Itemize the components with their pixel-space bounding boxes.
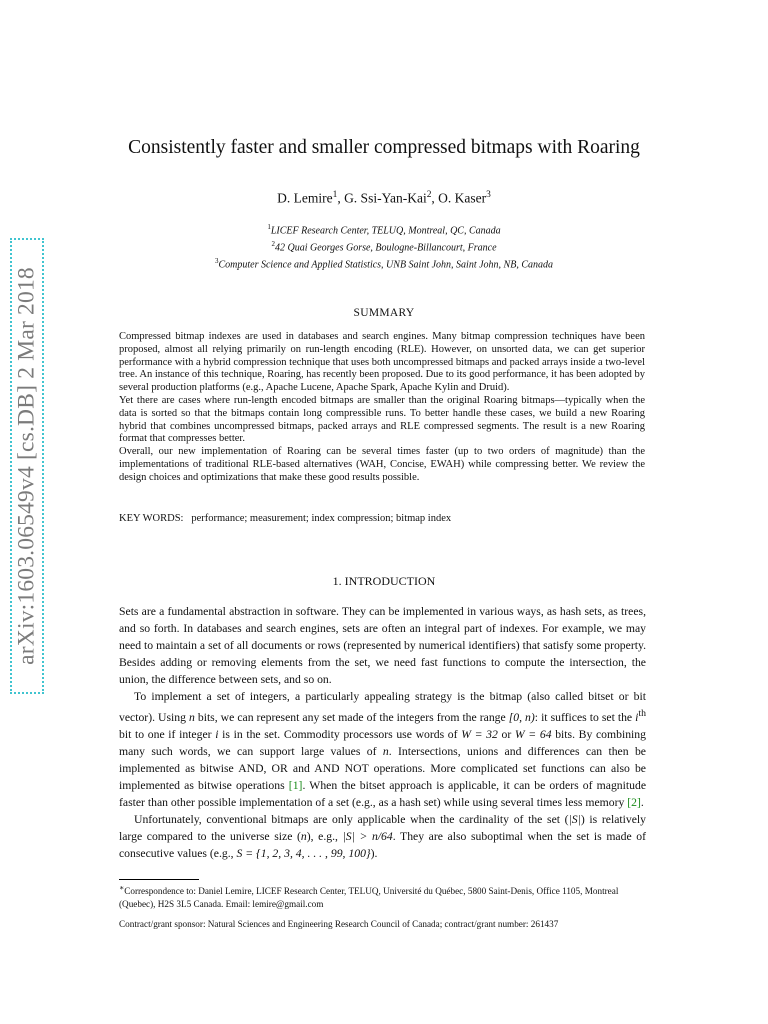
summary-heading: SUMMARY [353, 307, 415, 319]
keywords-label: KEY WORDS: [119, 513, 184, 524]
affiliation-text: LICEF Research Center, TELUQ, Montreal, QC, Canada [270, 225, 501, 237]
footnote-divider [119, 879, 199, 880]
math-inline: W = 64 [514, 727, 552, 741]
affiliation-mark: 1 [267, 223, 271, 231]
affiliation [0, 238, 768, 255]
paper-title: Consistently faster and smaller compressed bitmaps with Roaring [128, 137, 640, 158]
correspondence-footnote [119, 882, 646, 910]
author-affiliation-mark: 3 [486, 190, 491, 200]
citation-link[interactable]: [1] [288, 778, 303, 792]
author-list: D. Lemire$^1$, G. Ssi-Yan-Kai$^2$, O. Kaser$^3$ [277, 190, 491, 206]
grant-sponsor-note: Contract/grant sponsor: Natural Sciences and Engineering Research Council of Canada; contract/grant number: 261437 [119, 919, 559, 929]
math-inline: i [215, 727, 219, 741]
intro-paragraph: Sets are a fundamental abstraction in software. They can be implemented in various ways, as hash sets, as trees, and so forth. In databases and search engines, sets are often an integral part of indexes. For example, we may need to maintain a set of all documents or rows (represented by numerical identifiers) that satisfy some property. Besides adding or removing elements from the set, we need fast functions to compute the intersection, the union, the difference between sets, and so on. [119, 605, 646, 686]
affiliation-text: 42 Quai Georges Gorse, Boulogne-Billancourt, France [274, 242, 497, 254]
affiliation [0, 221, 768, 238]
intro-paragraph: To implement a set of integers, a particularly appealing strategy is the bitmap (also called bitset or bit vector). Using n bits, we can represent any set made of the integers from the range [0, n): it suffices to set the $i^{th}$ bit to one if integer i is in the set. Commodity processors use words of W = 32 or W = 64 bits. By combining many such words, we can support large values of n. Intersections, unions and differences can then be implemented as bitwise AND, OR and AND NOT operations. More complicated set functions can also be implemented as bitwise operations [1]. When the bitset approach is applicable, it can be orders of magnitude faster than other possible implementation of a set (e.g., as a hash set) while using several times less memory [2]. [119, 690, 647, 809]
math-inline: [0, n) [508, 710, 535, 724]
affiliation-list [0, 221, 768, 272]
math-inline: |S| [568, 812, 581, 826]
math-inline: n [382, 744, 389, 758]
math-inline: n [188, 710, 195, 724]
introduction-body [119, 603, 646, 862]
abstract-paragraph: Overall, our new implementation of Roaring can be several times faster (up to two orders of magnitude) than the implementations of traditional RLE-based alternatives (WAH, Concise, EWAH) while compressing better. We review the design choices and optimizations that make these good results possible. [119, 446, 645, 483]
abstract-paragraph: Compressed bitmap indexes are used in databases and search engines. Many bitmap compression techniques have been proposed, almost all relying primarily on run-length encoding (RLE). However, on unsorted data, we can get superior performance with a hybrid compression technique that uses both uncompressed bitmaps and packed arrays inside a two-level tree. An instance of this technique, Roaring, has recently been proposed. Due to its good performance, it has been adopted by several production platforms (e.g., Apache Lucene, Apache Spark, Apache Kylin and Druid). [119, 331, 645, 394]
author-name: D. Lemire [277, 190, 333, 206]
footnote-text: Correspondence to: Daniel Lemire, LICEF Research Center, TELUQ, Université du Québec, 5800 Saint-Denis, Office 1105, Montreal (Quebec), H2S 3L5 Canada. Email: lemire@gmail.com [119, 886, 619, 909]
abstract [119, 331, 645, 485]
affiliation-text: Computer Science and Applied Statistics, UNB Saint John, Saint John, NB, Canada [218, 259, 553, 271]
section-heading-introduction: 1. INTRODUCTION [332, 574, 436, 588]
math-inline: S = {1, 2, 3, 4, . . . , 99, 100} [236, 846, 371, 860]
math-inline: n [300, 829, 307, 843]
math-inline: |S| > n/64 [342, 829, 393, 843]
author-name: G. Ssi-Yan-Kai [344, 190, 427, 206]
arxiv-identifier[interactable]: arXiv:1603.06549v4 [cs.DB] 2 Mar 2018 [13, 267, 40, 665]
citation-link[interactable]: [2] [627, 795, 641, 809]
author-affiliation-mark: 1 [332, 190, 338, 200]
affiliation-mark: 3 [214, 256, 219, 265]
author-affiliation-mark: 2 [426, 190, 432, 200]
footnote-mark: ∗ [119, 883, 125, 892]
affiliation [0, 255, 768, 272]
abstract-paragraph: Yet there are cases where run-length encoded bitmaps are smaller than the original Roaring bitmaps—typically when the data is sorted so that the bitmaps contain long compressible runs. To better handle these cases, we build a new Roaring hybrid that combines uncompressed bitmaps, packed arrays and RLE compressed segments. The result is a new Roaring format that compresses better. [119, 394, 645, 445]
keywords [119, 513, 645, 524]
math-inline: i [635, 710, 639, 724]
affiliation-mark: 2 [271, 239, 275, 248]
intro-paragraph: Unfortunately, conventional bitmaps are only applicable when the cardinality of the set (|S|) is relatively large compared to the universe size (n), e.g., |S| > n/64. They are also suboptimal when the set is made of consecutive values (e.g., S = {1, 2, 3, 4, . . . , 99, 100}). [119, 812, 647, 860]
math-inline: W = 32 [461, 727, 498, 741]
keywords-text: performance; measurement; index compression; bitmap index [191, 513, 452, 524]
author-name: O. Kaser [438, 190, 487, 206]
